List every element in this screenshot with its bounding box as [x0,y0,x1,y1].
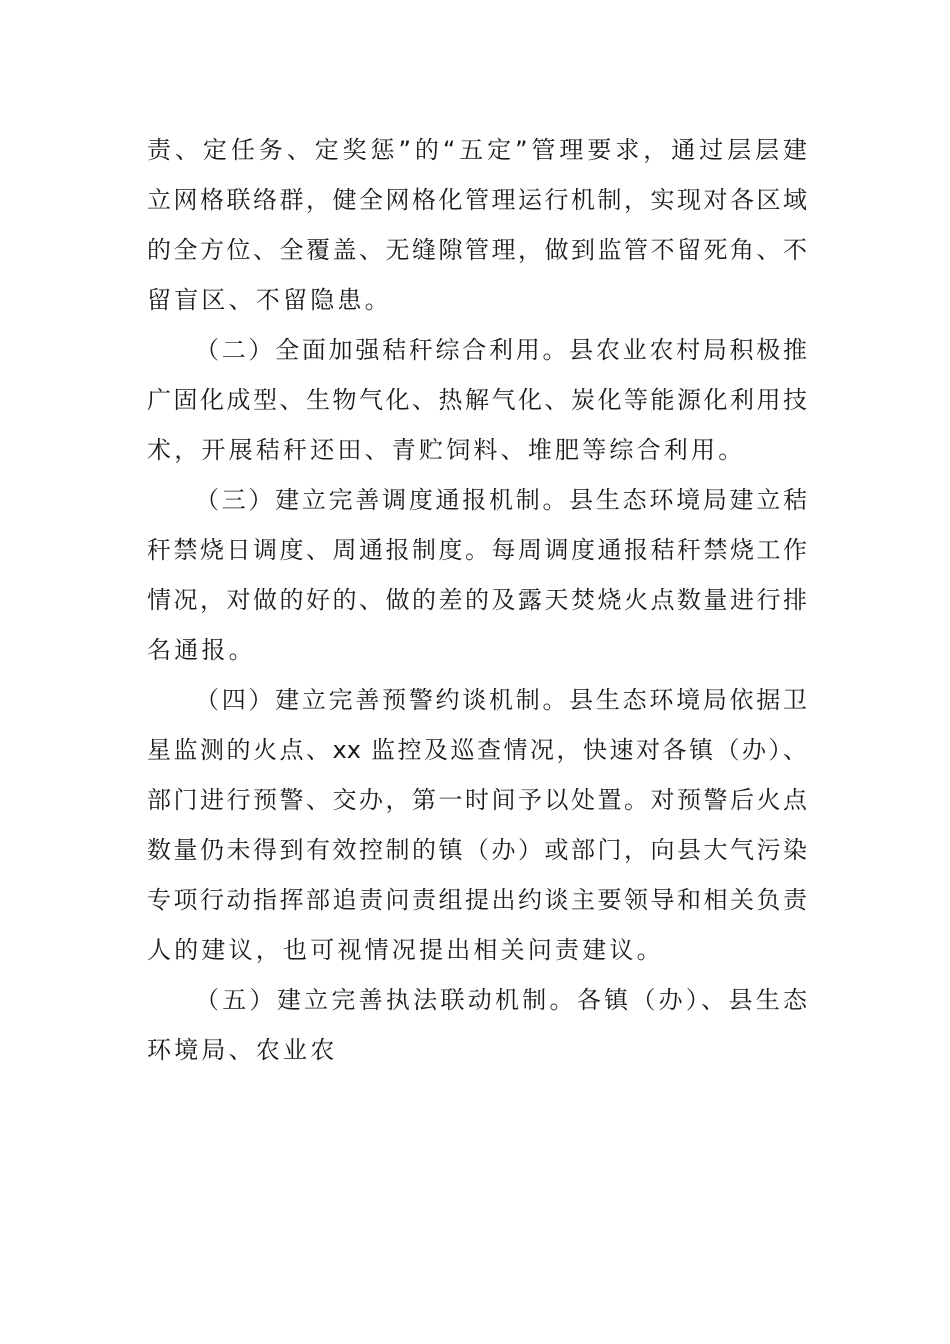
text-line: 秆禁烧日调度、周通报制度。每周调度通报秸秆禁烧工作 [147,536,807,564]
text-line: 留盲区、不留隐患。 [147,286,392,314]
paragraph-wangge-continuation [147,125,807,325]
text-line: 专项行动指挥部追责问责组提出约谈主要领导和相关负责 [147,886,807,914]
text-line: 广固化成型、生物气化、热解气化、炭化等能源化利用技 [147,386,807,414]
paragraph-straw-utilization [147,325,807,475]
text-line: 术，开展秸秆还田、青贮饲料、堆肥等综合利用。 [147,436,746,464]
text-line: 名通报。 [147,636,256,664]
text-line: 情况，对做的好的、做的差的及露天焚烧火点数量进行排 [147,586,807,614]
paragraph-law-enforcement [147,975,807,1075]
text-line: 数量仍未得到有效控制的镇（办）或部门，向县大气污染 [147,836,807,864]
text-line: 星监测的火点、xx 监控及巡查情况，快速对各镇（办）、 [147,736,807,764]
text-line: 环境局、农业农 [147,1036,338,1064]
text-line: 责、定任务、定奖惩”的“五定”管理要求，通过层层建 [147,136,807,164]
text-line: 部门进行预警、交办，第一时间予以处置。对预警后火点 [147,786,807,814]
text-line: 的全方位、全覆盖、无缝隙管理，做到监管不留死角、不 [147,236,807,264]
text-line: 人的建议，也可视情况提出相关问责建议。 [147,936,664,964]
text-line: （三）建立完善调度通报机制。县生态环境局建立秸 [195,486,807,514]
text-line: （四）建立完善预警约谈机制。县生态环境局依据卫 [195,686,807,714]
text-line: 立网格联络群，健全网格化管理运行机制，实现对各区域 [147,186,807,214]
paragraph-warning-interview [147,675,807,975]
text-line: （五）建立完善执法联动机制。各镇（办）、县生态 [195,986,807,1014]
text-line: （二）全面加强秸秆综合利用。县农业农村局积极推 [195,336,807,364]
body-text [147,125,807,1075]
paragraph-dispatch-report [147,475,807,675]
